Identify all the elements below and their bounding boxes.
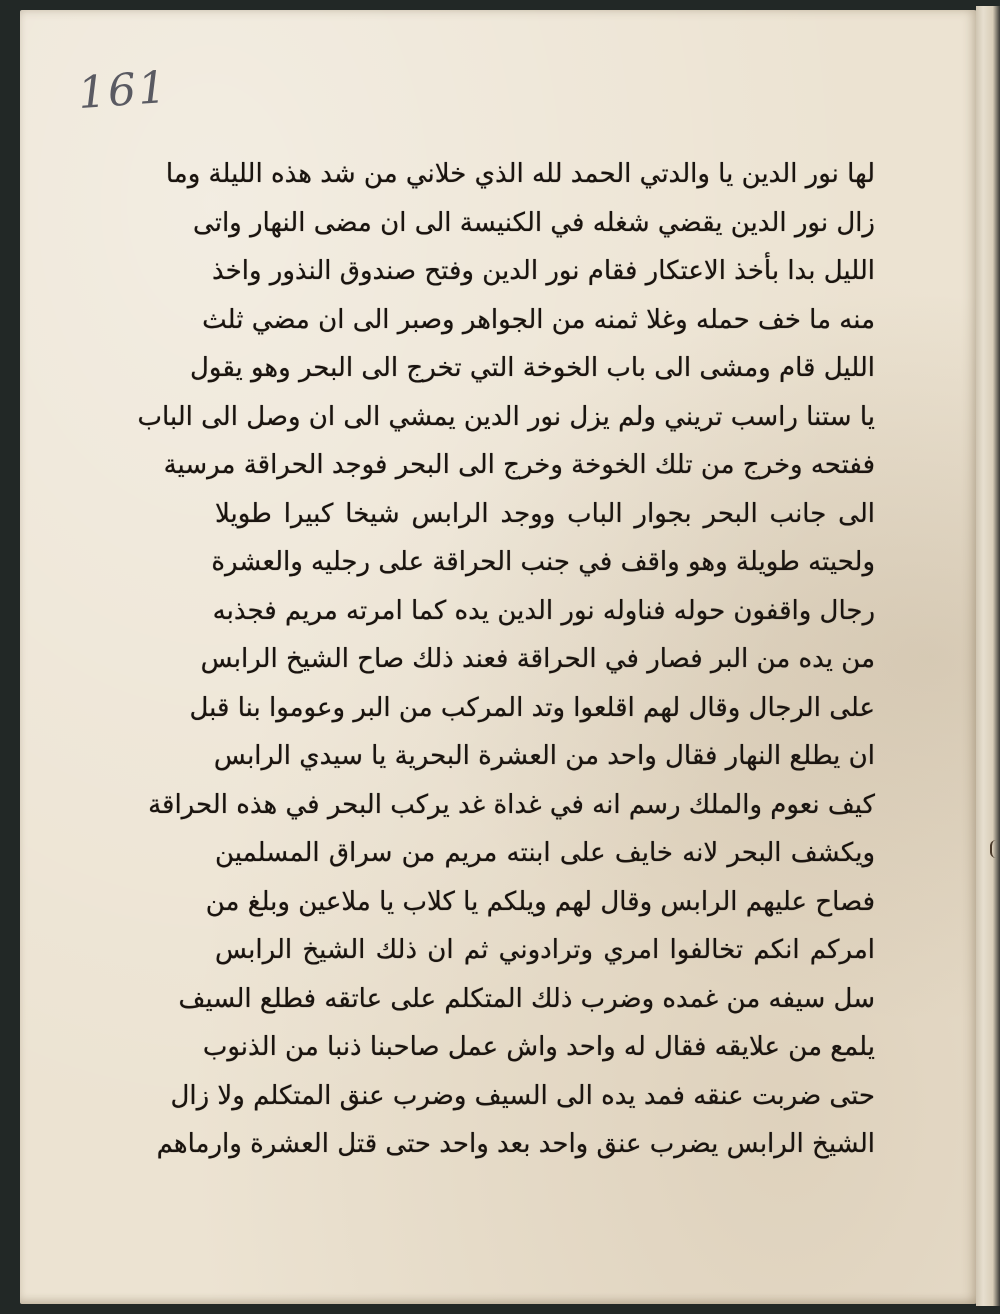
manuscript-text-block: [137, 150, 875, 1169]
text-line-10: رجال واقفون حوله فناوله نور الدين يده كما امرته مريم فجذبه: [212, 595, 875, 626]
text-line-9: ولحيته طويلة وهو واقف في جنب الحراقة على رجليه والعشرة: [211, 547, 875, 577]
folio-number: 161: [76, 61, 170, 120]
book-gutter: [976, 6, 1000, 1306]
text-line-11: من يده من البر فصار في الحراقة فعند ذلك صاح الشيخ الرابس: [200, 644, 875, 674]
text-line-19: يلمع من علايقه فقال له واحد واش عمل صاحبنا ذنبا من الذنوب: [202, 1032, 875, 1062]
text-line-8: الى جانب البحر بجوار الباب ووجد الرابس شيخا كبيرا طويلا: [215, 498, 875, 529]
text-line-1: لها نور الدين يا والدتي الحمد لله الذي خلاني من شد هذه الليلة وما: [165, 159, 875, 189]
text-line-4: منه ما خف حمله وغلا ثمنه من الجواهر وصبر الى ان مضي ثلث: [202, 304, 875, 335]
text-line-18: سل سيفه من غمده وضرب ذلك المتكلم على عاتقه فطلع السيف: [178, 983, 875, 1014]
text-line-16: فصاح عليهم الرابس وقال لهم ويلكم يا كلاب يا ملاعين وبلغ من: [205, 886, 875, 917]
facing-page-ink-mark: [990, 840, 1000, 858]
text-line-5: الليل قام ومشى الى باب الخوخة التي تخرج الى البحر وهو يقول: [190, 353, 875, 383]
text-line-2: زال نور الدين يقضي شغله في الكنيسة الى ان مضى النهار واتى: [193, 207, 875, 238]
text-line-12: على الرجال وقال لهم اقلعوا وتد المركب من البر وعوموا بنا قبل: [189, 692, 875, 723]
text-line-15: ويكشف البحر لانه خايف على ابنته مريم من سراق المسلمين: [215, 838, 875, 868]
text-line-14: كيف نعوم والملك رسم انه في غداة غد يركب البحر في هذه الحراقة: [148, 789, 875, 820]
text-line-6: يا ستنا راسب تريني ولم يزل نور الدين يمشي الى ان وصل الى الباب: [137, 401, 875, 432]
text-line-3: الليل بدا بأخذ الاعتكار فقام نور الدين وفتح صندوق النذور واخذ: [212, 256, 875, 286]
text-line-17: امركم انكم تخالفوا امري وترادوني ثم ان ذلك الشيخ الرابس: [215, 935, 875, 965]
text-line-13: ان يطلع النهار فقال واحد من العشرة البحرية يا سيدي الرابس: [213, 741, 875, 771]
text-line-21: الشيخ الرابس يضرب عنق واحد بعد واحد حتى قتل العشرة وارماهم: [156, 1129, 875, 1159]
text-line-7: ففتحه وخرج من تلك الخوخة وخرج الى البحر فوجد الحراقة مرسية: [163, 450, 875, 480]
text-line-20: حتى ضربت عنقه فمد يده الى السيف وضرب عنق المتكلم ولا زال: [170, 1080, 875, 1111]
